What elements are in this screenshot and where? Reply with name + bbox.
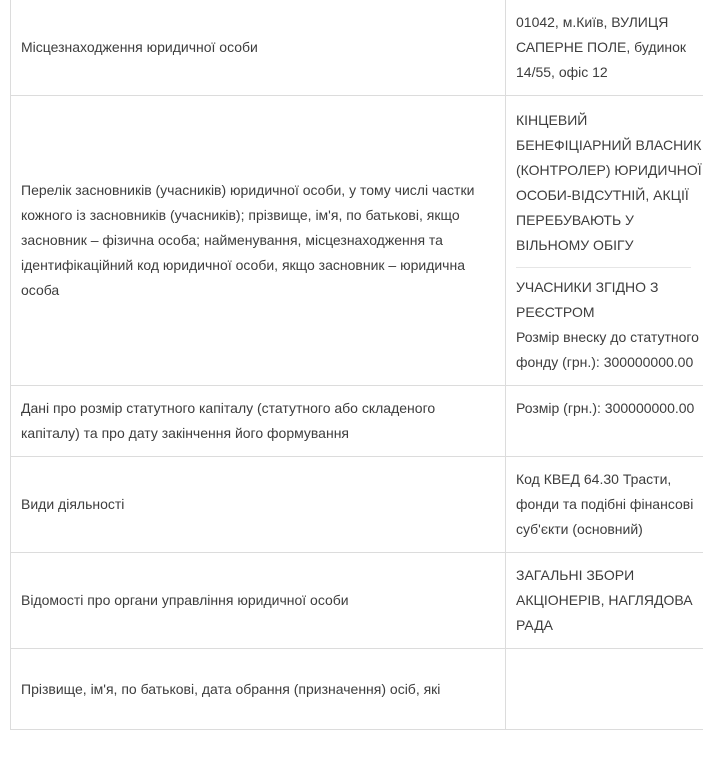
activity-value: Код КВЕД 64.30 Трасти, фонди та подібні фінансові суб'єкти (основний) xyxy=(516,471,694,537)
row-value xyxy=(506,553,703,649)
table-row xyxy=(11,386,703,457)
row-label: Перелік засновників (учасників) юридичної особи, у тому числі частки кожного із засновників (учасників); прізвище, ім'я, по батькові, якщо засновник – фізична особа; найменування, місцезнаходження та ідентифікаційний код юридичної особи, якщо засновник – юридична особа xyxy=(11,96,506,386)
table-row xyxy=(11,457,703,553)
row-value xyxy=(506,96,703,386)
row-label: Прізвище, ім'я, по батькові, дата обрання (призначення) осіб, які xyxy=(11,649,506,730)
location-value: 01042, м.Київ, ВУЛИЦЯ САПЕРНЕ ПОЛЕ, будинок 14/55, офіс 12 xyxy=(516,14,687,80)
value-divider xyxy=(516,267,691,268)
table-row xyxy=(11,553,703,649)
row-value xyxy=(506,457,703,553)
governance-value: ЗАГАЛЬНІ ЗБОРИ АКЦІОНЕРІВ, НАГЛЯДОВА РАДА xyxy=(516,567,693,633)
capital-value: Розмір (грн.): 300000000.00 xyxy=(516,400,695,416)
row-label: Відомості про органи управління юридичної особи xyxy=(11,553,506,649)
row-value xyxy=(506,649,703,730)
table-row xyxy=(11,96,703,386)
table-row xyxy=(11,0,703,96)
row-value xyxy=(506,386,703,457)
beneficiary-value: КІНЦЕВИЙ БЕНЕФІЦІАРНИЙ ВЛАСНИК (КОНТРОЛЕР) ЮРИДИЧНОЇ ОСОБИ-ВІДСУТНІЙ, АКЦІЇ ПЕРЕБУВАЮТЬ У ВІЛЬНОМУ ОБІГУ xyxy=(516,112,702,253)
table-row xyxy=(11,649,703,730)
row-label: Види діяльності xyxy=(11,457,506,553)
row-value xyxy=(506,0,703,96)
contribution-value: Розмір внеску до статутного фонду (грн.): 300000000.00 xyxy=(516,329,699,370)
registry-table xyxy=(10,0,703,730)
row-label: Дані про розмір статутного капіталу (статутного або складеного капіталу) та про дату закінчення його формування xyxy=(11,386,506,457)
row-label: Місцезнаходження юридичної особи xyxy=(11,0,506,96)
participants-value: УЧАСНИКИ ЗГІДНО З РЕЄСТРОМ xyxy=(516,279,659,320)
